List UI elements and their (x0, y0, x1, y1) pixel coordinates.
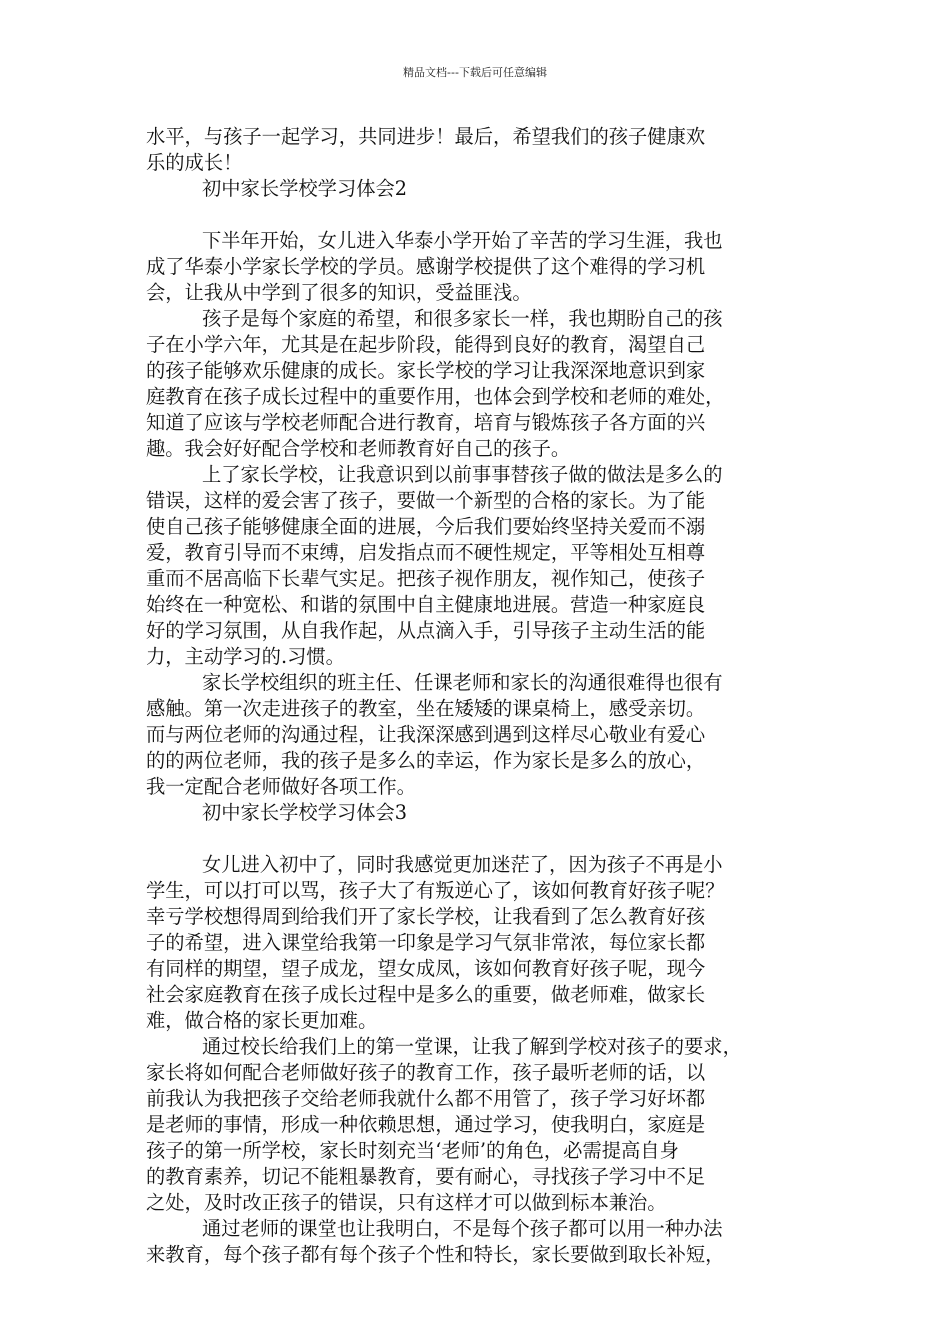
text-line: 是老师的事情，形成一种依赖思想，通过学习，使我明白，家庭是 (146, 1113, 706, 1136)
text-line: 重而不居高临下长辈气实足。把孩子视作朋友，视作知己，使孩子 (146, 567, 706, 590)
text-line: 趣。我会好好配合学校和老师教育好自己的孩子。 (146, 437, 571, 460)
text-line: 错误，这样的爱会害了孩子，要做一个新型的合格的家长。为了能 (146, 489, 706, 512)
text-line: 爱，教育引导而不束缚，启发指点而不硬性规定，平等相处互相尊 (146, 541, 706, 564)
text-line: 家长学校组织的班主任、任课老师和家长的沟通很难得也很有 (202, 671, 723, 694)
text-line: 初中家长学校学习体会3 (202, 801, 408, 824)
text-line: 下半年开始，女儿进入华泰小学开始了辛苦的学习生涯，我也 (202, 229, 723, 252)
text-line: 来教育，每个孩子都有每个孩子个性和特长，家长要做到取长补短， (146, 1243, 725, 1266)
text-line: 上了家长学校，让我意识到以前事事替孩子做的做法是多么的 (202, 463, 723, 486)
text-line: 好的学习氛围，从自我作起，从点滴入手，引导孩子主动生活的能 (146, 619, 706, 642)
text-line: 的孩子能够欢乐健康的成长。家长学校的学习让我深深地意识到家 (146, 359, 706, 382)
blank-line (146, 826, 818, 852)
text-line: 孩子是每个家庭的希望，和很多家长一样，我也期盼自己的孩 (202, 307, 723, 330)
text-line: 知道了应该与学校老师配合进行教育，培育与锻炼孩子各方面的兴 (146, 411, 706, 434)
text-line: 的的两位老师，我的孩子是多么的幸运，作为家长是多么的放心， (146, 749, 706, 772)
text-line: 初中家长学校学习体会2 (202, 177, 408, 200)
page-header: 精品文档---下载后可任意编辑 (403, 66, 547, 79)
text-line: 幸亏学校想得周到给我们开了家长学校，让我看到了怎么教育好孩 (146, 905, 706, 928)
text-line: 有同样的期望，望子成龙，望女成凤，该如何教育好孩子呢，现今 (146, 957, 706, 980)
text-line: 力，主动学习的.习惯。 (146, 645, 345, 668)
text-line: 社会家庭教育在孩子成长过程中是多么的重要，做老师难，做家长 (146, 983, 706, 1006)
text-line: 之处，及时改正孩子的错误，只有这样才可以做到标本兼治。 (146, 1191, 667, 1214)
text-line: 学生，可以打可以骂，孩子大了有叛逆心了，该如何教育好孩子呢？ (146, 879, 725, 902)
text-line: 感触。第一次走进孩子的教室，坐在矮矮的课桌椅上，感受亲切。 (146, 697, 706, 720)
text-line: 子的希望，进入课堂给我第一印象是学习气氛非常浓，每位家长都 (146, 931, 706, 954)
text-line: 孩子的第一所学校，家长时刻充当‘老师’的角色，必需提高自身 (146, 1139, 679, 1162)
text-line: 家长将如何配合老师做好孩子的教育工作，孩子最听老师的话，以 (146, 1061, 706, 1084)
document-body (146, 124, 818, 1268)
text-line: 会，让我从中学到了很多的知识，受益匪浅。 (146, 281, 532, 304)
text-line: 子在小学六年，尤其是在起步阶段，能得到良好的教育，渴望自己 (146, 333, 706, 356)
text-line: 乐的成长！ (146, 151, 243, 174)
text-line: 前我认为我把孩子交给老师我就什么都不用管了，孩子学习好坏都 (146, 1087, 706, 1110)
text-line: 成了华泰小学家长学校的学员。感谢学校提供了这个难得的学习机 (146, 255, 706, 278)
text-line: 庭教育在孩子成长过程中的重要作用，也体会到学校和老师的难处， (146, 385, 725, 408)
text-line: 女儿进入初中了，同时我感觉更加迷茫了，因为孩子不再是小 (202, 853, 723, 876)
blank-line (146, 202, 818, 228)
text-line: 通过老师的课堂也让我明白，不是每个孩子都可以用一种办法 (202, 1217, 723, 1240)
text-line: 水平，与孩子一起学习，共同进步！最后，希望我们的孩子健康欢 (146, 125, 706, 148)
text-line: 而与两位老师的沟通过程，让我深深感到遇到这样尽心敬业有爱心 (146, 723, 706, 746)
text-line: 使自己孩子能够健康全面的进展，今后我们要始终坚持关爱而不溺 (146, 515, 706, 538)
text-line: 我一定配合老师做好各项工作。 (146, 775, 416, 798)
text-line: 难，做合格的家长更加难。 (146, 1009, 378, 1032)
text-line: 始终在一种宽松、和谐的氛围中自主健康地进展。营造一种家庭良 (146, 593, 706, 616)
text-line: 通过校长给我们上的第一堂课，让我了解到学校对孩子的要求， (202, 1035, 742, 1058)
text-line: 的教育素养，切记不能粗暴教育，要有耐心，寻找孩子学习中不足 (146, 1165, 706, 1188)
